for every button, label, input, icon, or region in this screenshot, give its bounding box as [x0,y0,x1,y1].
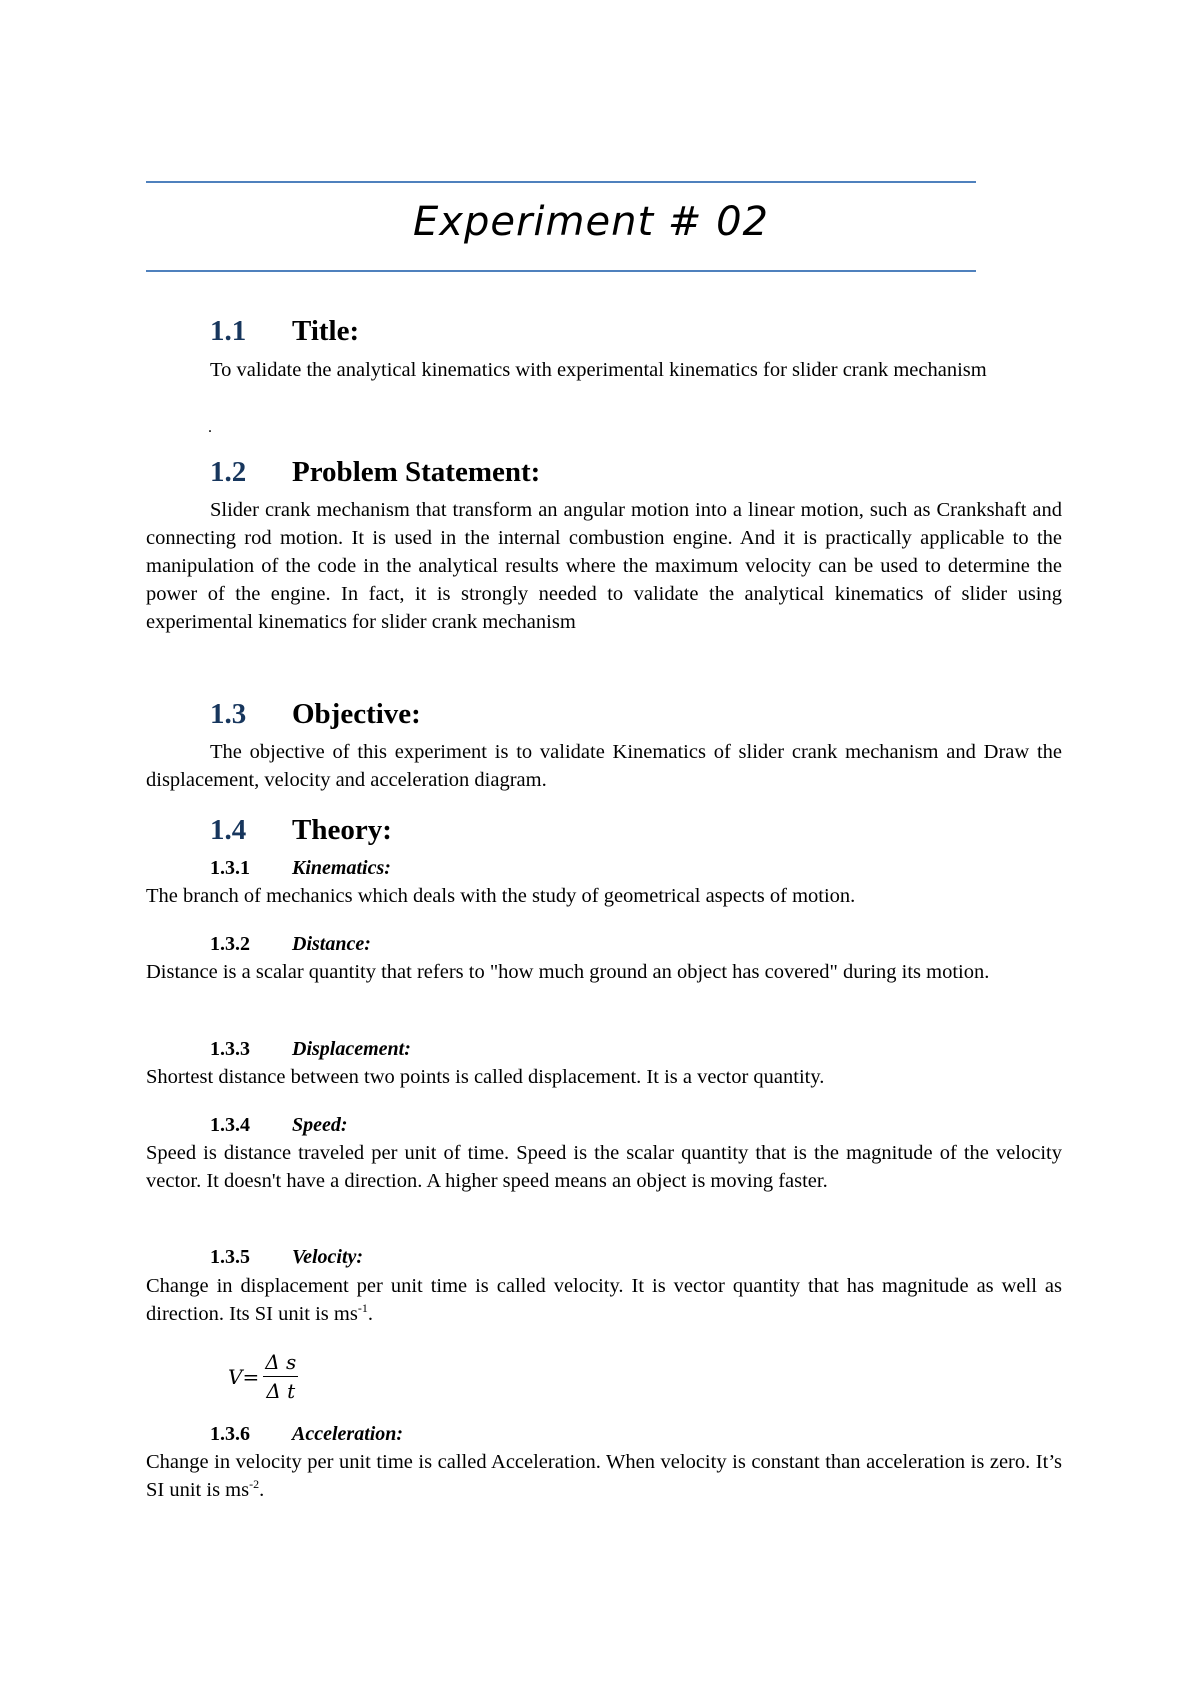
section-number: 1.2 [210,456,247,488]
objective-paragraph: The objective of this experiment is to validate Kinematics of slider crank mechanism and Draw the displacement, velocity and acceleration diagram. [146,741,1062,791]
subheading-kinematics [210,856,391,880]
acceleration-paragraph [146,1448,1062,1504]
section-heading-objective [210,697,421,731]
velocity-paragraph [146,1272,1062,1328]
subheading-distance [210,932,371,956]
subsection-label: Displacement: [292,1038,411,1060]
displacement-paragraph: Shortest distance between two points is called displacement. It is a vector quantity. [146,1066,825,1088]
subsection-number: 1.3.5 [210,1246,250,1268]
title-bottom-rule [146,270,976,272]
section-number: 1.1 [210,315,247,347]
subsection-label: Distance: [292,933,371,955]
formula-denominator: Δ t [266,1379,296,1403]
subsection-label: Kinematics: [292,857,391,879]
section-label: Theory: [292,814,392,846]
formula-numerator: Δ s [263,1350,298,1377]
title-top-rule [146,181,976,183]
kinematics-paragraph: The branch of mechanics which deals with the study of geometrical aspects of motion. [146,885,856,907]
section-heading-theory [210,813,392,847]
section-label: Objective: [292,698,421,730]
section-number: 1.4 [210,814,247,846]
acceleration-text: Change in velocity per unit time is called Acceleration. When velocity is constant than acceleration is zero. It’s SI unit is ms [146,1451,1062,1501]
unit-exponent: -1 [357,1301,368,1316]
section-number: 1.3 [210,698,247,730]
subsection-label: Velocity: [292,1246,364,1268]
velocity-text: Change in displacement per unit time is called velocity. It is vector quantity that has magnitude as well as direction. Its SI unit is ms [146,1275,1062,1325]
velocity-formula [228,1350,298,1403]
subsection-label: Speed: [292,1114,348,1136]
title-paragraph: To validate the analytical kinematics with experimental kinematics for slider crank mechanism [210,359,987,381]
subheading-acceleration [210,1422,403,1446]
section-heading-problem-statement [210,455,540,489]
formula-fraction [263,1350,298,1403]
section-label: Title: [292,315,360,347]
formula-lhs: V= [228,1364,260,1389]
problem-statement-paragraph: Slider crank mechanism that transform an angular motion into a linear motion, such as Crankshaft and connecting rod motion. It is used in the internal combustion engine. And it is practically applicable to the manipulation of the code in the analytical results where the maximum velocity can be used to determine the power of the engine. In fact, it is strongly needed to validate the analytical kinematics of slider using experimental kinematics for slider crank mechanism [146,499,1062,633]
subsection-label: Acceleration: [292,1423,404,1445]
section-heading-title [210,314,359,348]
subsection-number: 1.3.2 [210,933,250,955]
subheading-speed [210,1113,348,1137]
unit-exponent: -2 [249,1477,260,1492]
section-label: Problem Statement: [292,456,541,488]
subsection-number: 1.3.6 [210,1423,250,1445]
page-title: Experiment # 02 [413,199,769,245]
distance-paragraph: Distance is a scalar quantity that refers to "how much ground an object has covered" during its motion. [146,961,990,983]
subheading-velocity [210,1245,363,1269]
sentence-end: . [259,1479,265,1501]
subsection-number: 1.3.1 [210,857,250,879]
subsection-number: 1.3.4 [210,1114,250,1136]
speed-paragraph: Speed is distance traveled per unit of time. Speed is the scalar quantity that is the magnitude of the velocity vector. It doesn't have a direction. A higher speed means an object is moving faster. [146,1142,1062,1192]
subheading-displacement [210,1037,411,1061]
sentence-end: . [367,1303,373,1325]
stray-dot: . [208,419,212,436]
subsection-number: 1.3.3 [210,1038,250,1060]
